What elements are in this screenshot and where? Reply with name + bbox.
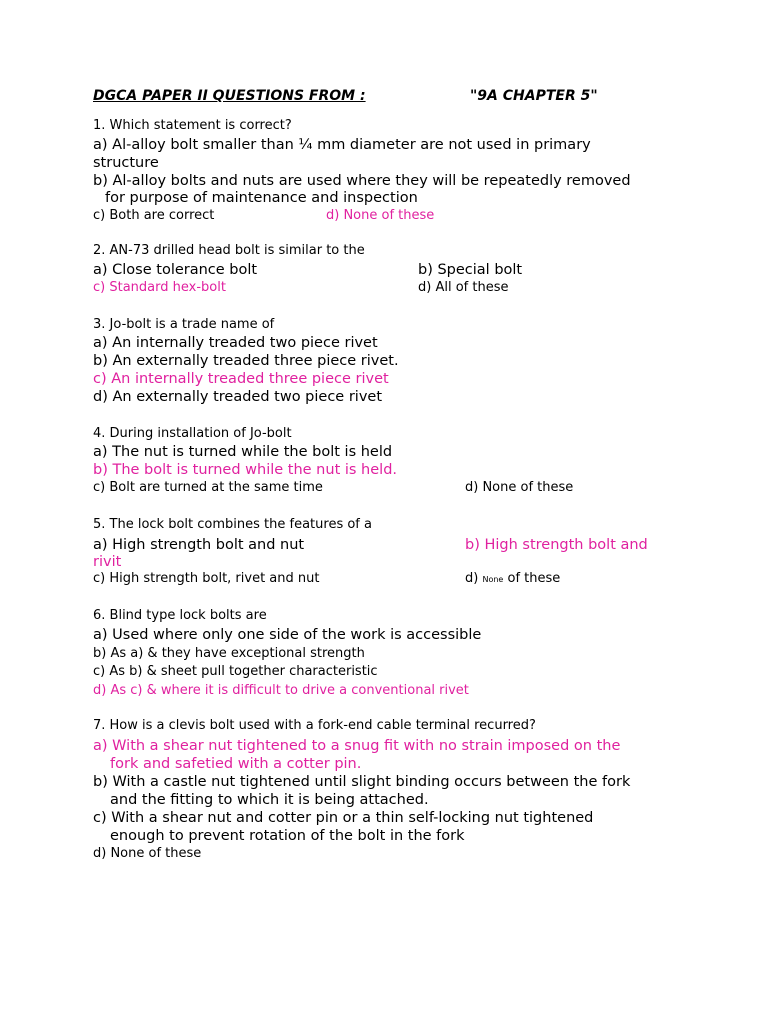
q3-option-b: b) An externally treaded three piece rivet. <box>93 353 399 369</box>
q1-option-b-cont: for purpose of maintenance and inspection <box>105 190 418 206</box>
q2-option-b: b) Special bolt <box>418 262 523 278</box>
question-6: 6. Blind type lock bolts are <box>93 608 267 623</box>
document-title: DGCA PAPER II QUESTIONS FROM : <box>93 88 366 104</box>
q2-option-d: d) All of these <box>418 280 509 295</box>
q7-option-d: d) None of these <box>93 846 202 861</box>
question-7: 7. How is a clevis bolt used with a fork-end cable terminal recurred? <box>93 718 536 733</box>
q5-option-d <box>465 571 560 586</box>
q4-option-a: a) The nut is turned while the bolt is held <box>93 444 393 460</box>
q2-option-a: a) Close tolerance bolt <box>93 262 258 278</box>
q3-option-d: d) An externally treaded two piece rivet <box>93 389 383 405</box>
q7-option-c: c) With a shear nut and cotter pin or a thin self-locking nut tightened <box>93 810 594 826</box>
q5-option-d-suffix: of these <box>507 571 561 586</box>
question-3: 3. Jo-bolt is a trade name of <box>93 317 275 332</box>
question-5: 5. The lock bolt combines the features of a <box>93 517 372 532</box>
q1-option-b: b) Al-alloy bolts and nuts are used where they will be repeatedly removed <box>93 173 631 189</box>
q4-option-d: d) None of these <box>465 480 574 495</box>
q5-option-a: a) High strength bolt and nut <box>93 537 305 553</box>
q3-option-c-answer: c) An internally treaded three piece rivet <box>93 371 389 387</box>
q4-option-b-answer: b) The bolt is turned while the nut is held. <box>93 462 398 478</box>
q5-option-b-cont: rivit <box>93 554 122 570</box>
question-1: 1. Which statement is correct? <box>93 118 292 133</box>
q7-option-b: b) With a castle nut tightened until slight binding occurs between the fork <box>93 774 631 790</box>
q3-option-a: a) An internally treaded two piece rivet <box>93 335 378 351</box>
q6-option-b: b) As a) & they have exceptional strength <box>93 646 365 661</box>
q6-option-d-answer: d) As c) & where it is difficult to drive a conventional rivet <box>93 683 469 698</box>
q2-option-c-answer: c) Standard hex-bolt <box>93 280 226 295</box>
q7-option-a-cont: fork and safetied with a cotter pin. <box>110 756 362 772</box>
q6-option-c: c) As b) & sheet pull together characteristic <box>93 664 378 679</box>
q4-option-c: c) Bolt are turned at the same time <box>93 480 323 495</box>
q5-option-c: c) High strength bolt, rivet and nut <box>93 571 320 586</box>
chapter-label: "9A CHAPTER 5" <box>470 88 598 104</box>
q1-option-d-answer: d) None of these <box>326 208 435 223</box>
q7-option-a-answer: a) With a shear nut tightened to a snug fit with no strain imposed on the <box>93 738 621 754</box>
question-2: 2. AN-73 drilled head bolt is similar to the <box>93 243 365 258</box>
q1-option-a: a) Al-alloy bolt smaller than ¼ mm diameter are not used in primary <box>93 137 591 153</box>
q6-option-a: a) Used where only one side of the work is accessible <box>93 627 482 643</box>
q7-option-b-cont: and the fitting to which it is being attached. <box>110 792 429 808</box>
q1-option-c: c) Both are correct <box>93 208 215 223</box>
q5-option-d-small: None <box>482 575 504 584</box>
q1-option-a-cont: structure <box>93 155 159 171</box>
q5-option-d-prefix: d) <box>465 571 479 586</box>
q7-option-c-cont: enough to prevent rotation of the bolt in the fork <box>110 828 465 844</box>
question-4: 4. During installation of Jo-bolt <box>93 426 292 441</box>
q5-option-b-answer: b) High strength bolt and <box>465 537 648 553</box>
